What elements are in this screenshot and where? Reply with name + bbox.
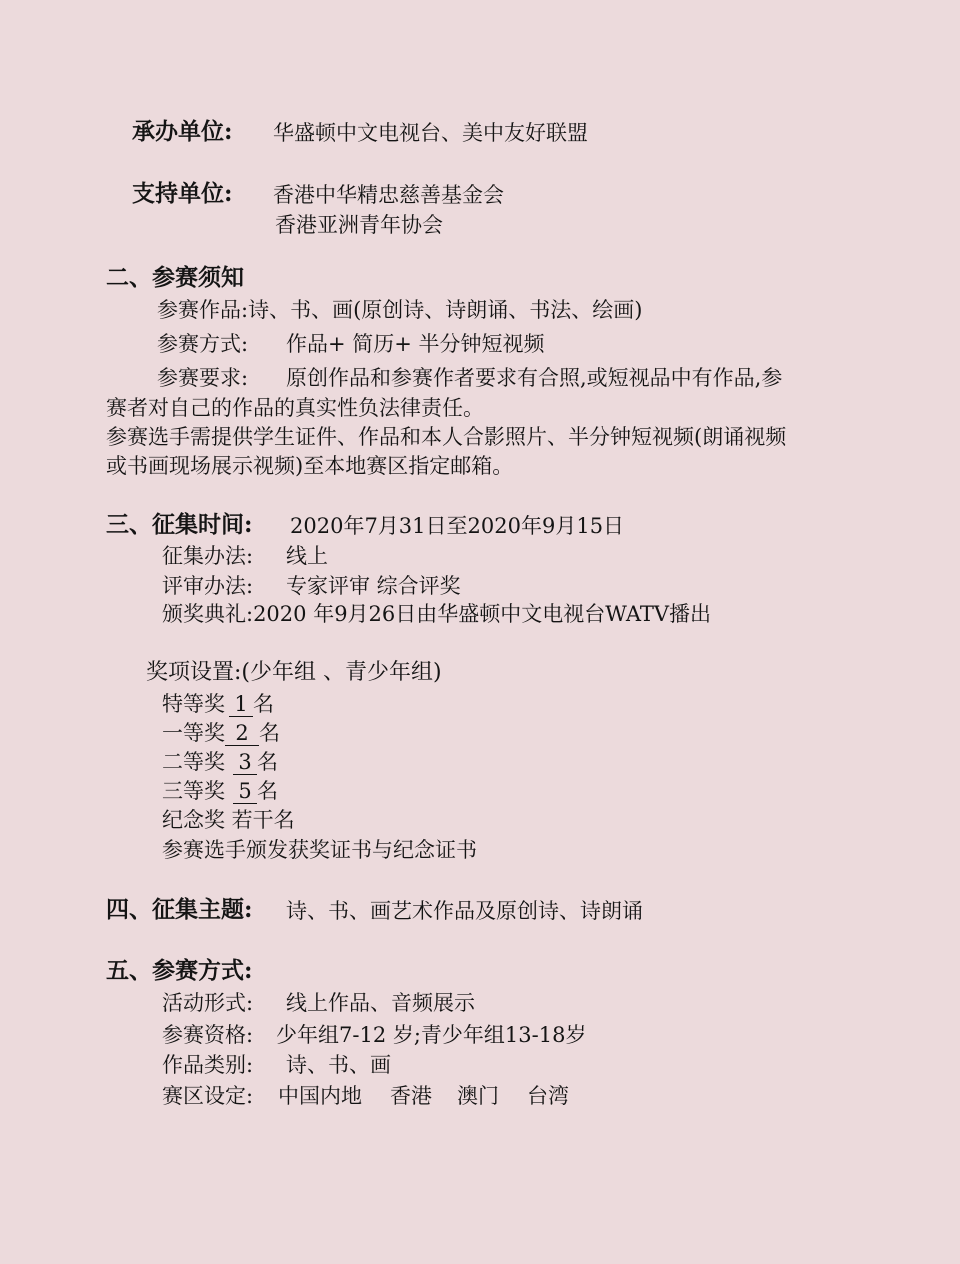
eligibility-label: 参赛资格: xyxy=(162,1023,254,1047)
region-taiwan: 台湾 xyxy=(527,1084,569,1108)
activity-form-label: 活动形式: xyxy=(162,991,254,1015)
entry-note-line-1: 参赛选手需提供学生证件、作品和本人合影照片、半分钟短视频(朗诵视频 xyxy=(106,425,787,449)
collection-method-value: 线上 xyxy=(286,544,328,568)
eligibility-value: 少年组7-12 岁;青少年组13-18岁 xyxy=(276,1023,587,1047)
award-third-name: 三等奖 xyxy=(162,779,225,803)
award-grand-name: 特等奖 xyxy=(162,692,225,716)
award-third-suffix: 名 xyxy=(257,779,278,803)
section-3-title: 三、征集时间: xyxy=(106,511,253,538)
awards-title: 奖项设置:(少年组 、青少年组) xyxy=(146,660,442,685)
entry-req-continued: 赛者对自己的作品的真实性负法律责任。 xyxy=(106,396,484,420)
region-macau: 澳门 xyxy=(457,1084,499,1108)
region-mainland: 中国内地 xyxy=(278,1084,362,1108)
award-second-count: 3 xyxy=(233,750,257,775)
award-second-suffix: 名 xyxy=(257,750,278,774)
supporter-value-2: 香港亚洲青年协会 xyxy=(275,213,443,237)
award-first-name: 一等奖 xyxy=(162,721,225,745)
award-first xyxy=(162,719,280,747)
collection-method-label: 征集办法: xyxy=(162,544,254,568)
award-first-suffix: 名 xyxy=(259,721,280,745)
award-third xyxy=(162,777,278,805)
award-ceremony: 颁奖典礼:2020 年9月26日由华盛顿中文电视台WATV播出 xyxy=(162,602,712,626)
activity-form-value: 线上作品、音频展示 xyxy=(286,991,475,1015)
entry-req-label: 参赛要求: xyxy=(157,366,249,390)
category-label: 作品类别: xyxy=(162,1053,254,1077)
award-second-name: 二等奖 xyxy=(162,750,225,774)
review-method-value: 专家评审 综合评奖 xyxy=(286,574,461,598)
category-value: 诗、书、画 xyxy=(286,1053,391,1077)
entry-method-label: 参赛方式: xyxy=(157,332,249,356)
award-grand-suffix: 名 xyxy=(253,692,274,716)
award-third-count: 5 xyxy=(233,779,257,804)
award-certificate: 参赛选手颁发获奖证书与纪念证书 xyxy=(162,838,477,862)
award-grand xyxy=(162,690,274,718)
region-hongkong: 香港 xyxy=(390,1084,432,1108)
organizer-value: 华盛顿中文电视台、美中友好联盟 xyxy=(273,121,588,145)
supporter-value-1: 香港中华精忠慈善基金会 xyxy=(273,183,504,207)
region-label: 赛区设定: xyxy=(162,1084,254,1108)
award-grand-count: 1 xyxy=(229,692,253,717)
award-first-count: 2 xyxy=(225,721,259,746)
section-2-title: 二、参赛须知 xyxy=(106,264,244,291)
theme-value: 诗、书、画艺术作品及原创诗、诗朗诵 xyxy=(286,899,643,923)
entry-works: 参赛作品:诗、书、画(原创诗、诗朗诵、书法、绘画) xyxy=(157,298,643,322)
entry-method-value: 作品+ 简历+ 半分钟短视频 xyxy=(286,332,545,356)
supporter-label: 支持单位: xyxy=(132,180,233,207)
collection-date-range: 2020年7月31日至2020年9月15日 xyxy=(290,514,625,538)
entry-note-line-2: 或书画现场展示视频)至本地赛区指定邮箱。 xyxy=(106,454,514,478)
award-commemorative: 纪念奖 若干名 xyxy=(162,808,295,832)
entry-req-value: 原创作品和参赛作者要求有合照,或短视品中有作品,参 xyxy=(286,366,783,390)
review-method-label: 评审办法: xyxy=(162,574,254,598)
section-5-title: 五、参赛方式: xyxy=(106,957,253,984)
organizer-label: 承办单位: xyxy=(132,118,233,145)
award-second xyxy=(162,748,278,776)
section-4-title: 四、征集主题: xyxy=(106,896,253,923)
